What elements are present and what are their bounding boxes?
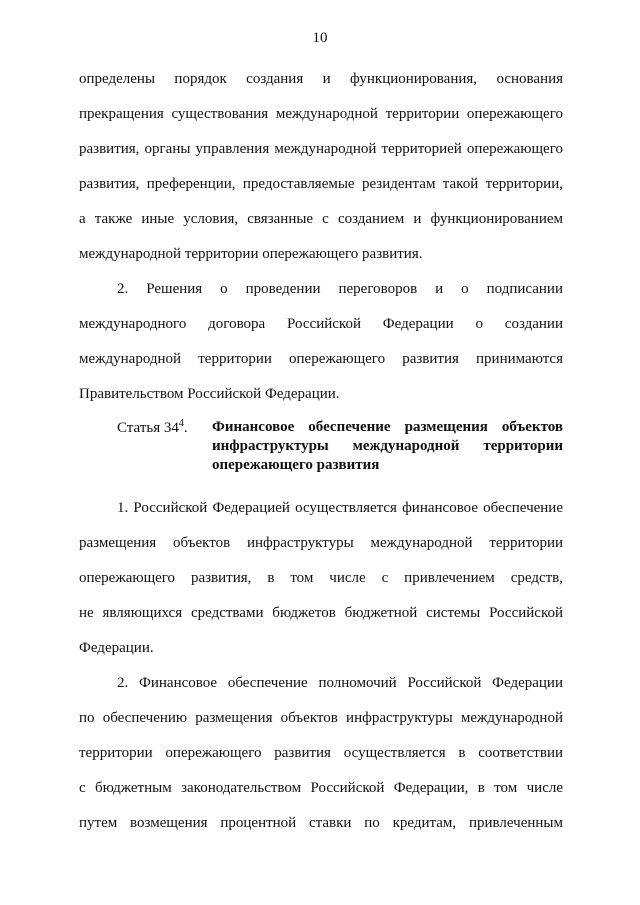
text-line: размещения объектов инфраструктуры международной территории <box>79 535 563 551</box>
article-label-text: Статья 34 <box>117 420 179 436</box>
page-number: 10 <box>312 30 328 46</box>
text-line: а также иные условия, связанные с созданием и функционированием <box>79 211 563 227</box>
text-line: опережающего развития, в том числе с привлечением средств, <box>79 570 563 586</box>
article-label-superscript: 4 <box>178 418 184 429</box>
article-label <box>79 418 212 475</box>
paragraph-item-2 <box>79 272 563 412</box>
text-line: территории опережающего развития осуществляется в соответствии <box>79 745 563 761</box>
text-line: определены порядок создания и функционирования, основания <box>79 71 563 87</box>
text-line: прекращения существования международной территории опережающего <box>79 106 563 122</box>
text-line: развития, преференции, предоставляемые резидентам такой территории, <box>79 176 563 192</box>
paragraph-continuation <box>79 62 563 272</box>
article-title <box>212 418 563 475</box>
article-heading <box>79 418 563 475</box>
article-title-line: Финансовое обеспечение размещения объектов <box>212 419 563 435</box>
text-line: 2. Решения о проведении переговоров и о подписании <box>117 281 563 297</box>
text-line: с бюджетным законодательством Российской Федерации, в том числе <box>79 780 563 796</box>
document-body <box>79 62 563 841</box>
article-label-suffix: . <box>183 420 188 436</box>
text-line: развития, органы управления международной территорией опережающего <box>79 141 563 157</box>
text-line: международной территории опережающего развития принимаются <box>79 351 563 367</box>
text-line: путем возмещения процентной ставки по кредитам, привлеченным <box>79 815 563 831</box>
text-line: международного договора Российской Федерации о создании <box>79 316 563 332</box>
text-line: международной территории опережающего развития. <box>79 246 423 262</box>
article-title-line: опережающего развития <box>212 457 380 473</box>
paragraph-item-2-financing <box>79 666 563 841</box>
text-line: 1. Российской Федерацией осуществляется финансовое обеспечение <box>117 500 563 516</box>
text-line: Федерации. <box>79 640 154 656</box>
text-line: по обеспечению размещения объектов инфраструктуры международной <box>79 710 563 726</box>
paragraph-item-1 <box>79 491 563 666</box>
text-line: 2. Финансовое обеспечение полномочий Российской Федерации <box>117 675 563 691</box>
article-title-line: инфраструктуры международной территории <box>212 438 563 454</box>
text-line: не являющихся средствами бюджетов бюджетной системы Российской <box>79 605 563 621</box>
text-line: Правительством Российской Федерации. <box>79 386 340 402</box>
